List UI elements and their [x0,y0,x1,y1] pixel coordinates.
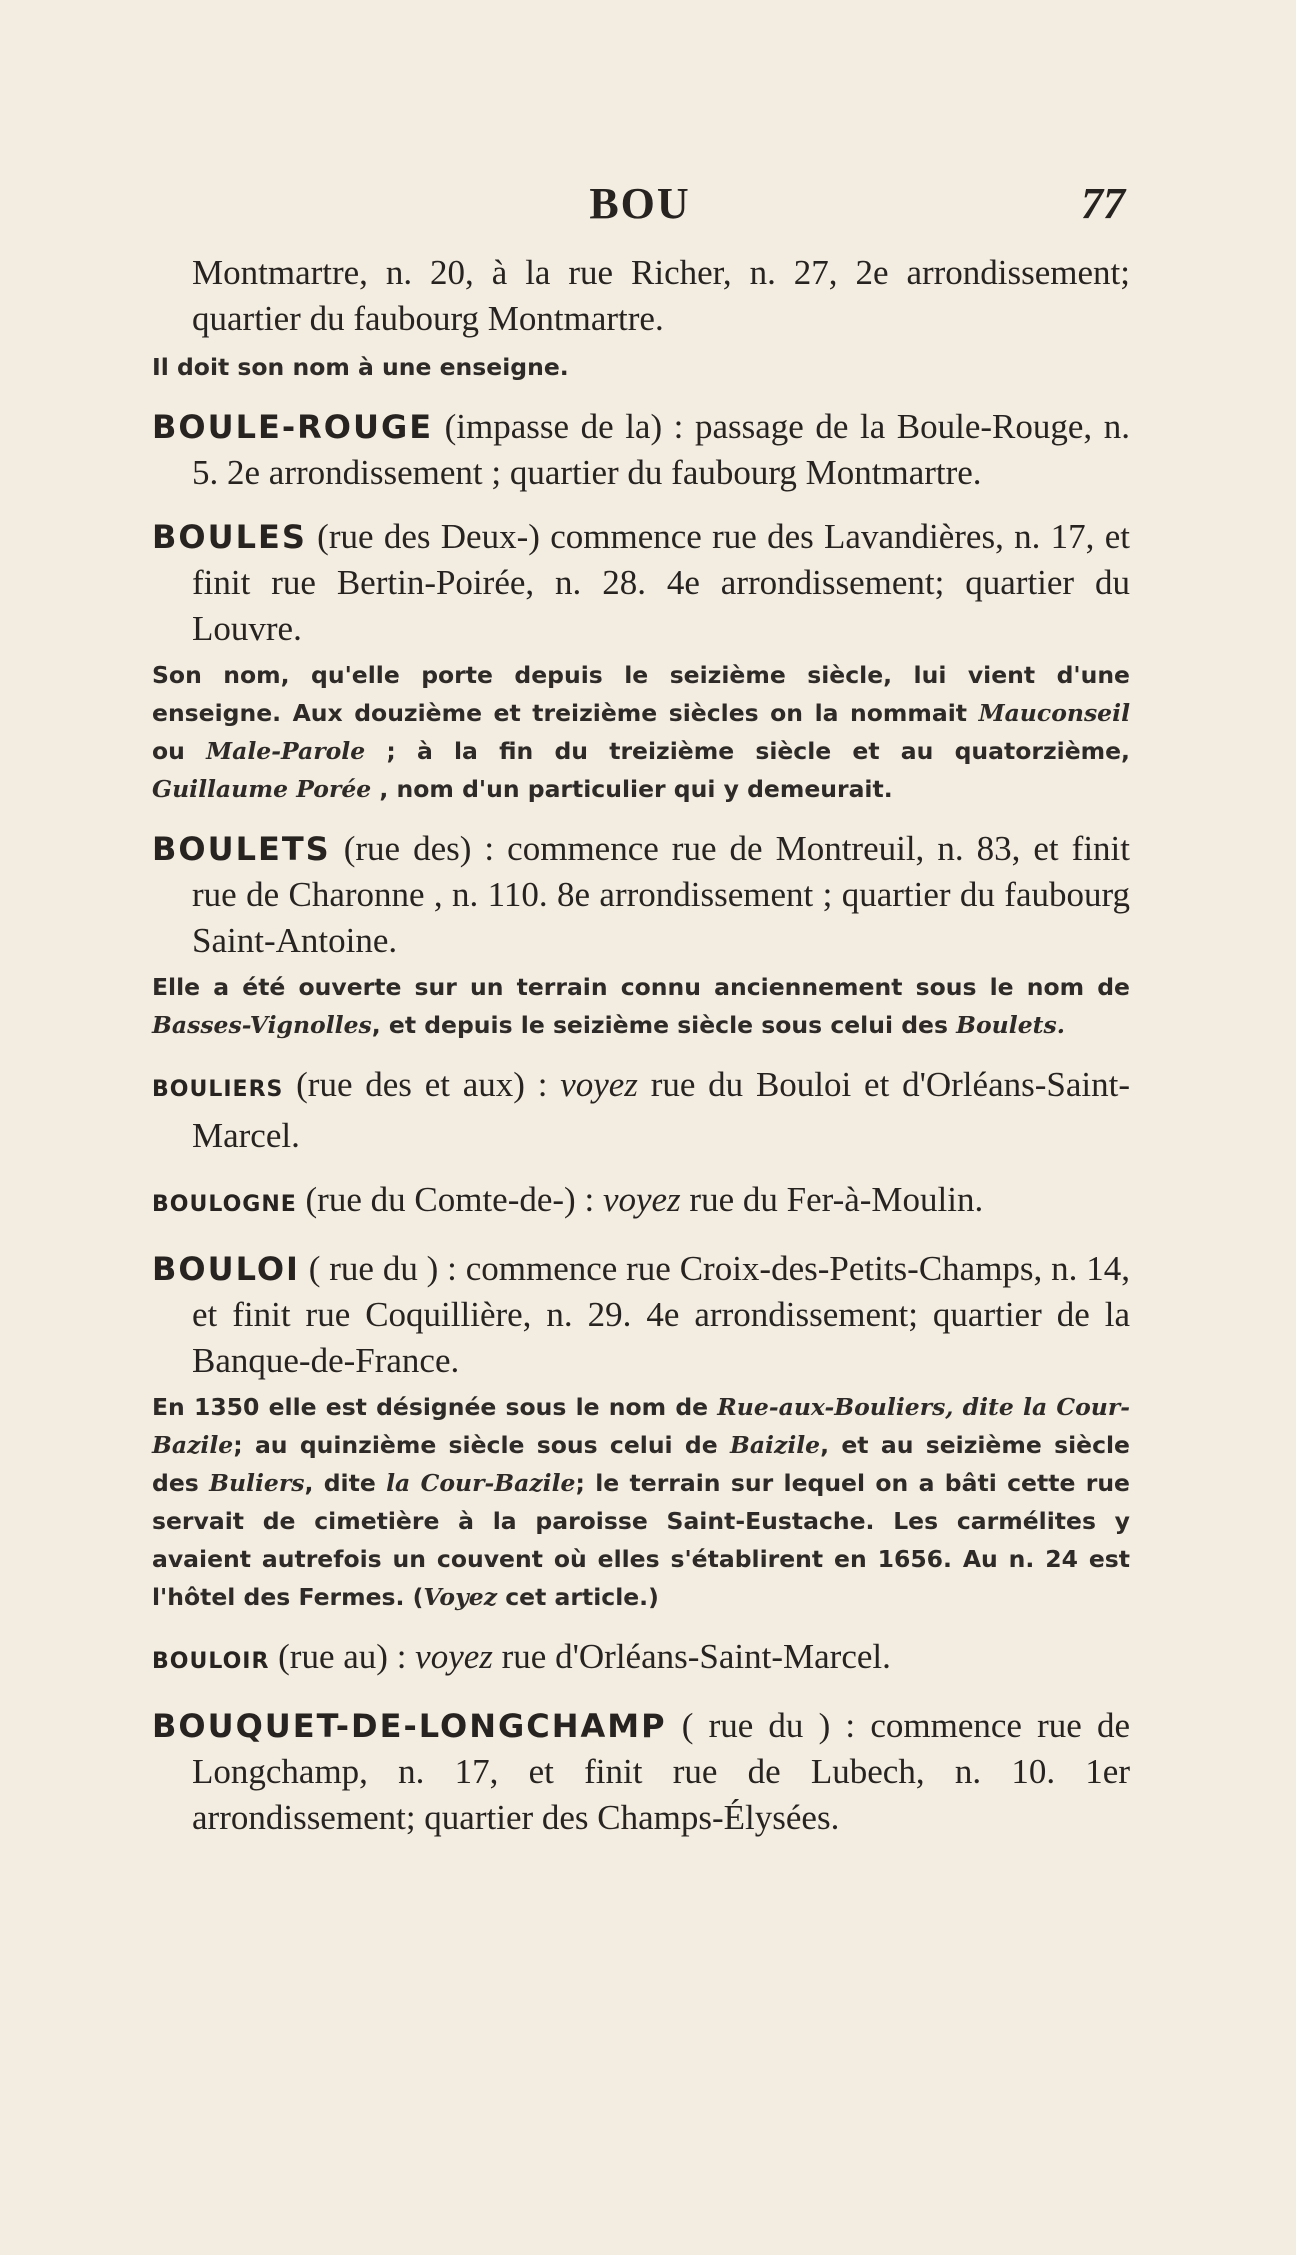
headword: BOULOI [152,1250,300,1288]
note-text: Son nom, qu'elle porte depuis le seizième siècle, lui vient d'une enseigne. Aux douzième et treizième siècles on la nommait [152,661,1130,727]
note-text: ; au quinzième siècle sous celui de [233,1431,730,1459]
note-italic: Boulets. [956,1011,1065,1039]
entry-text: (rue des Deux-) commence rue des Lavandières, n. 17, et finit rue Bertin-Poirée, n. 28. 4e arrondissement; quartier du Louvre. [192,517,1130,648]
entry-boulogne [152,1177,1130,1228]
page-header [155,178,1125,238]
entry-text: (rue des et aux) : [283,1065,561,1104]
entry-boule-rouge [152,404,1130,496]
note-italic: Buliers [209,1469,305,1497]
page-number: 77 [1081,179,1125,228]
note-italic: la Cour-Bazile [386,1469,576,1497]
entry-bouloir [152,1634,1130,1685]
note-text: ; à la fin du treizième siècle et au quatorzième, [365,737,1130,765]
headword: BOULOIR [152,1649,270,1674]
entry-text: rue du Bouloi et d'Orléans-Saint-Marcel. [192,1065,1130,1155]
entry-italic: voyez [560,1065,638,1104]
entry-bouquet-de-longchamp [152,1703,1130,1841]
entry-text: (rue du Comte-de-) : [296,1180,603,1219]
entry-text: rue d'Orléans-Saint-Marcel. [492,1637,891,1676]
note-italic: Baizile [729,1431,821,1459]
note-text: , et au seizième siècle des [152,1431,1130,1497]
entry-italic: voyez [415,1637,493,1676]
note-text: En 1350 elle est désignée sous le nom de [152,1393,718,1421]
continued-entry [152,250,1130,342]
headword: BOULETS [152,830,331,868]
headword: BOULIERS [152,1077,284,1102]
note-text: cet article.) [497,1583,659,1611]
entry-text: (rue des) : commence rue de Montreuil, n. 83, et finit rue de Charonne , n. 110. 8e arrondissement ; quartier du faubourg Saint-Antoine. [192,829,1130,960]
headword: BOULE-ROUGE [152,408,434,446]
headword: BOUQUET-DE-LONGCHAMP [152,1707,667,1745]
note-italic: Guillaume Porée [152,775,372,803]
note-text: , et depuis le seizième siècle sous celui des [371,1011,957,1039]
note-text: , dite [304,1469,387,1497]
note-italic: Mauconseil [978,699,1130,727]
entry-text: (impasse de la) : passage de la Boule-Rouge, n. 5. 2e arrondissement ; quartier du faubourg Montmartre. [192,407,1130,492]
entry-boules [152,514,1130,652]
note-italic: Basses-Vignolles [152,1011,372,1039]
entry-boules-note [152,656,1130,808]
note-text: , nom d'un particulier qui y demeurait. [371,775,893,803]
note-italic: Voyez [423,1583,498,1611]
note-text: ou [152,737,207,765]
entry-text: (rue au) : [269,1637,416,1676]
headword: BOULOGNE [152,1192,297,1217]
continued-entry-note [152,348,1130,386]
headword: BOULES [152,518,307,556]
note-italic: Male-Parole [206,737,366,765]
note-text: Elle a été ouverte sur un terrain connu anciennement sous le nom de [152,973,1130,1001]
continued-entry-text: Montmartre, n. 20, à la rue Richer, n. 27, 2e arrondissement; quartier du faubourg Montmartre. [192,253,1130,338]
running-head: BOU [589,179,691,228]
entry-boulets-note [152,968,1130,1044]
entry-text: ( rue du ) : commence rue Croix-des-Petits-Champs, n. 14, et finit rue Coquillière, n. 29. 4e arrondissement; quartier de la Banque-de-France. [192,1249,1130,1380]
entry-bouliers [152,1062,1130,1159]
entry-italic: voyez [602,1180,681,1219]
note-text: ; le terrain sur lequel on a bâti cette rue servait de cimetière à la paroisse Saint-Eustache. Les carmélites y avaient autrefois un couvent où elles s'établirent en 1656. Au n. 24 est l'hôtel des Fermes. ( [152,1469,1130,1611]
note-text: Il doit son nom à une enseigne. [152,353,569,381]
entry-bouloi-note [152,1388,1130,1616]
page-body [152,250,1130,1845]
entry-bouloi [152,1246,1130,1384]
entry-text: ( rue du ) : commence rue de Longchamp, n. 17, et finit rue de Lubech, n. 10. 1er arrondissement; quartier des Champs-Élysées. [192,1706,1130,1837]
entry-boulets [152,826,1130,964]
entry-text: rue du Fer-à-Moulin. [680,1180,984,1219]
note-italic: Rue-aux-Bouliers, dite la Cour-Bazile [152,1393,1130,1459]
